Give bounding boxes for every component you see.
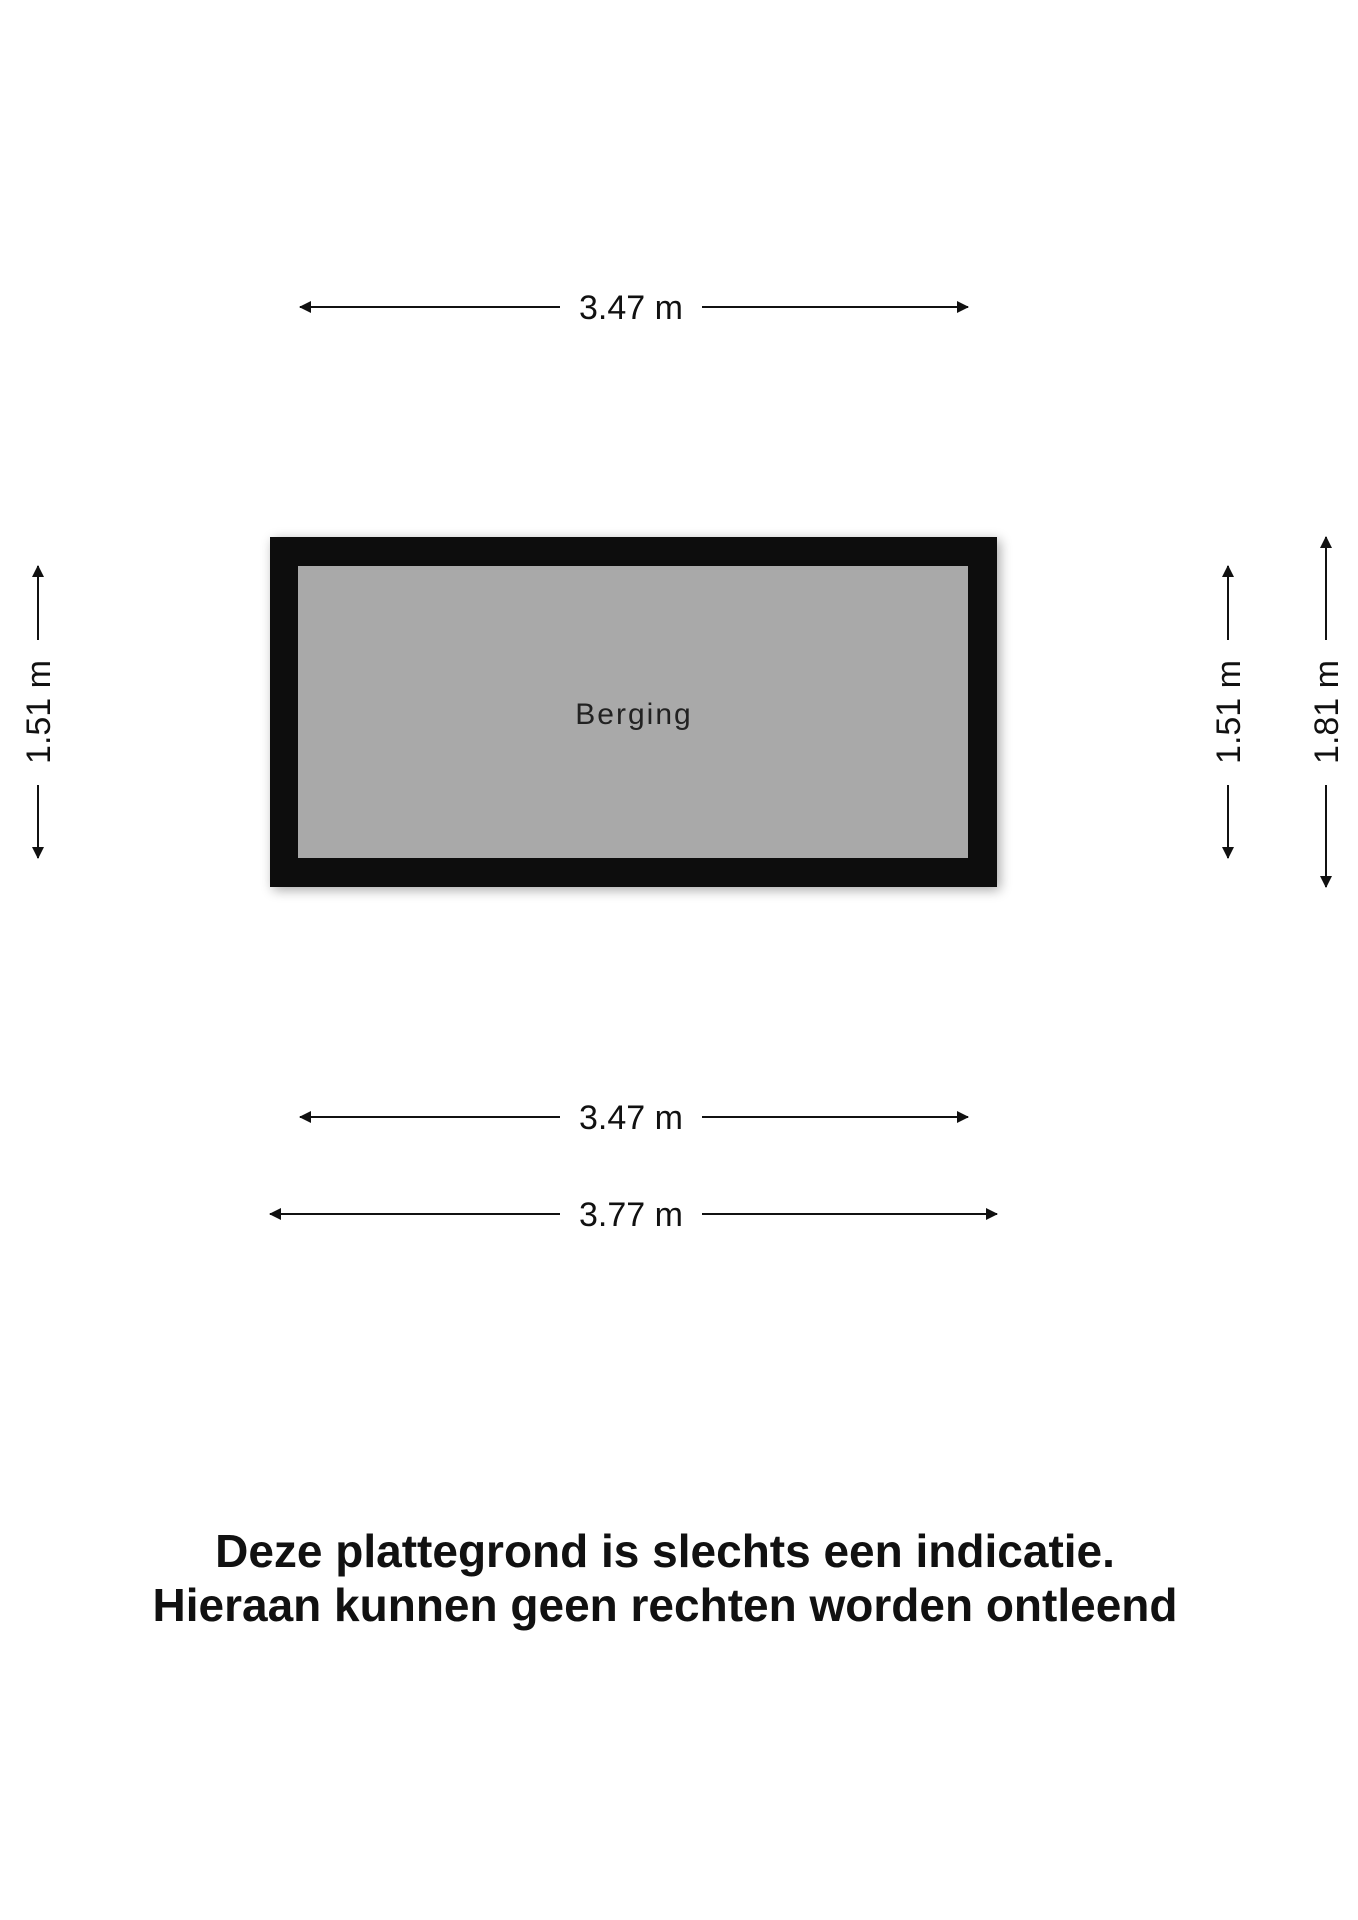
disclaimer-line-2: Hieraan kunnen geen rechten worden ontleend [152,1579,1178,1631]
room-label: Berging [575,698,693,731]
dimension-right-inner-label: 1.51 m [1210,660,1248,764]
dimension-top-label: 3.47 m [579,289,683,327]
dimension-bottom-outer [270,1196,997,1234]
disclaimer-line-1: Deze plattegrond is slechts een indicatie. [215,1525,1115,1577]
dimension-left-label: 1.51 m [20,660,58,764]
disclaimer [0,1524,1330,1632]
dimension-bottom-outer-label: 3.77 m [579,1196,683,1234]
dimension-right-inner [1210,566,1248,858]
dimension-bottom-inner [300,1099,968,1137]
room-berging [270,537,997,887]
dimension-top [300,289,968,327]
dimension-right-outer [1308,537,1346,887]
dimension-right-outer-label: 1.81 m [1308,660,1346,764]
dimension-bottom-inner-label: 3.47 m [579,1099,683,1137]
dimension-left [20,566,58,858]
